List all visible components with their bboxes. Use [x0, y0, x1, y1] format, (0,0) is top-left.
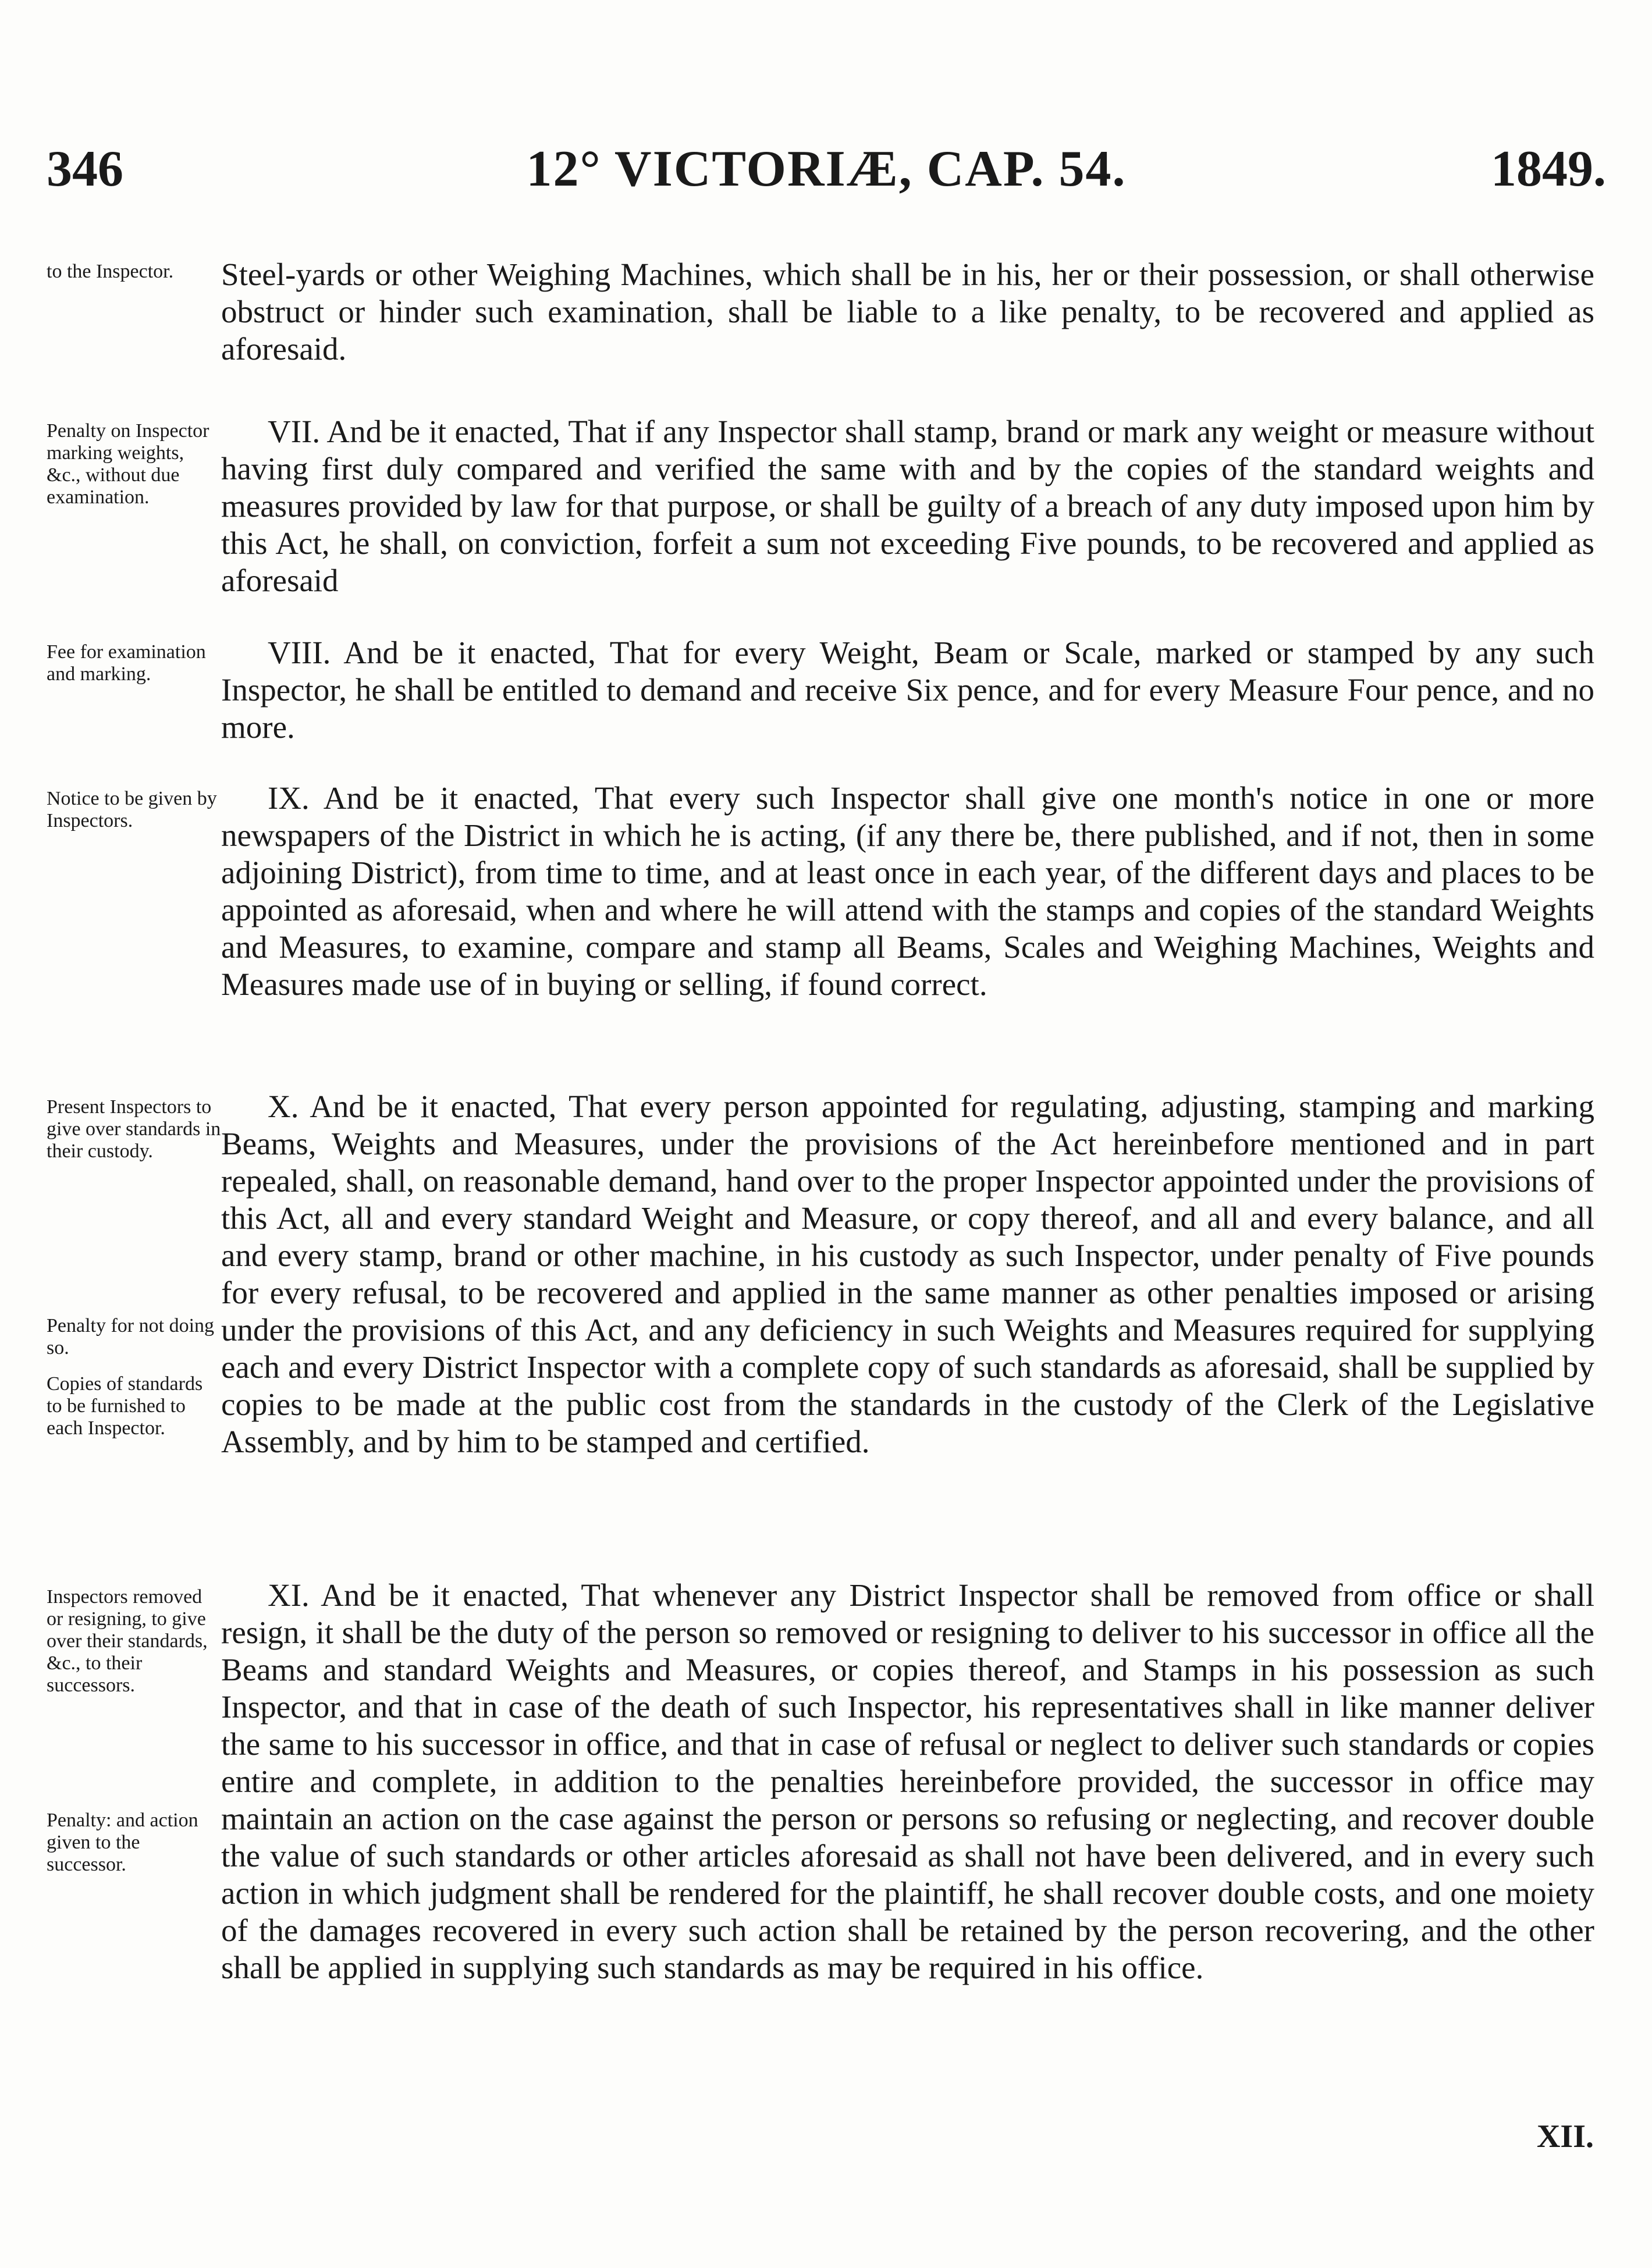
margin-note: to the Inspector. — [47, 261, 174, 282]
section-body — [221, 413, 1594, 599]
margin-note: Penalty on Inspector marking weights, &c., without due examination. — [47, 420, 209, 508]
page-number: 346 — [47, 141, 123, 197]
section-text: VIII. And be it enacted, That for every Weight, Beam or Scale, marked or stamped by any such Inspector, he shall be entitled to demand and receive Six pence, and for every Measure Four pence, and no more. — [221, 635, 1594, 745]
page-header — [47, 140, 1606, 215]
section-body — [221, 1088, 1594, 1460]
section-text: VII. And be it enacted, That if any Inspector shall stamp, brand or mark any weight or measure without having first duly compared and verified the same with and by the copies of the standard weights and measures provided by law for that purpose, or shall be guilty of a breach of any duty imposed upon him by this Act, he shall, on conviction, forfeit a sum not exceeding Five pounds, to be recovered and applied as aforesaid — [221, 414, 1594, 598]
margin-note: Fee for examination and marking. — [47, 641, 206, 685]
section-body — [221, 634, 1594, 746]
catchword: XII. — [1536, 2118, 1594, 2155]
page-year: 1849. — [1491, 141, 1606, 197]
margin-note-penalty: Penalty for not doing so. — [47, 1315, 215, 1359]
running-title: 12° VICTORIÆ, CAP. 54. — [526, 141, 1127, 197]
margin-note: Notice to be given by Inspectors. — [47, 788, 217, 831]
section-body — [221, 1577, 1594, 1986]
section-text: X. And be it enacted, That every person appointed for regulating, adjusting, stamping and marking Beams, Weights and Measures, under the provisions of the Act hereinbefore mentioned and in part repealed, shall, on reasonable demand, hand over to the proper Inspector appointed under the provisions of this Act, all and every standard Weight and Measure, or copy thereof, and all and every balance, and all and every stamp, brand or other machine, in his custody as such Inspector, under penalty of Five pounds for every refusal, to be recovered and applied in the same manner as other penalties imposed or arising under the provisions of this Act, and any deficiency in such Weights and Measures required for supplying each and every District Inspector with a complete copy of such standards as aforesaid, shall be supplied by copies to be made at the public cost from the standards in the custody of the Clerk of the Legislative Assembly, and by him to be stamped and certified. — [221, 1089, 1594, 1459]
section-body — [221, 256, 1594, 368]
section-text: Steel-yards or other Weighing Machines, which shall be in his, her or their possession, or shall otherwise obstruct or hinder such examination, shall be liable to a like penalty, to be recovered and applied as aforesaid. — [221, 257, 1594, 367]
margin-note-penalty: Penalty: and action given to the successor. — [47, 1810, 198, 1875]
margin-note: Present Inspectors to give over standards in their custody. — [47, 1096, 221, 1162]
margin-note-copies: Copies of standards to be furnished to each Inspector. — [47, 1373, 203, 1439]
section-body — [221, 780, 1594, 1003]
margin-note: Inspectors removed or resigning, to give over their standards, &c., to their successors. — [47, 1586, 208, 1696]
section-text: XI. And be it enacted, That whenever any District Inspector shall be removed from office or shall resign, it shall be the duty of the person so removed or resigning to deliver to his successor in office all the Beams and standard Weights and Measures, or copies thereof, and Stamps in his possession as such Inspector, and that in case of the death of such Inspector, his representatives shall in like manner deliver the same to his successor in office, and that in case of refusal or neglect to deliver such standards or copies entire and complete, in addition to the penalties hereinbefore provided, the successor in office may maintain an action on the case against the person or persons so refusing or neglecting, and recover double the value of such standards or other articles aforesaid as shall not have been delivered, and in every such action in which judgment shall be rendered for the plaintiff, he shall recover double costs, and one moiety of the damages recovered in every such action shall be retained by the person recovering, and the other shall be applied in supplying such standards as may be required in his office. — [221, 1577, 1594, 1985]
section-text: IX. And be it enacted, That every such Inspector shall give one month's notice in one or more newspapers of the District in which he is acting, (if any there be, there published, and if not, then in some adjoining District), from time to time, and at least once in each year, of the different days and places to be appointed as aforesaid, when and where he will attend with the stamps and copies of the standard Weights and Measures, to examine, compare and stamp all Beams, Scales and Weighing Machines, Weights and Measures made use of in buying or selling, if found correct. — [221, 780, 1594, 1002]
